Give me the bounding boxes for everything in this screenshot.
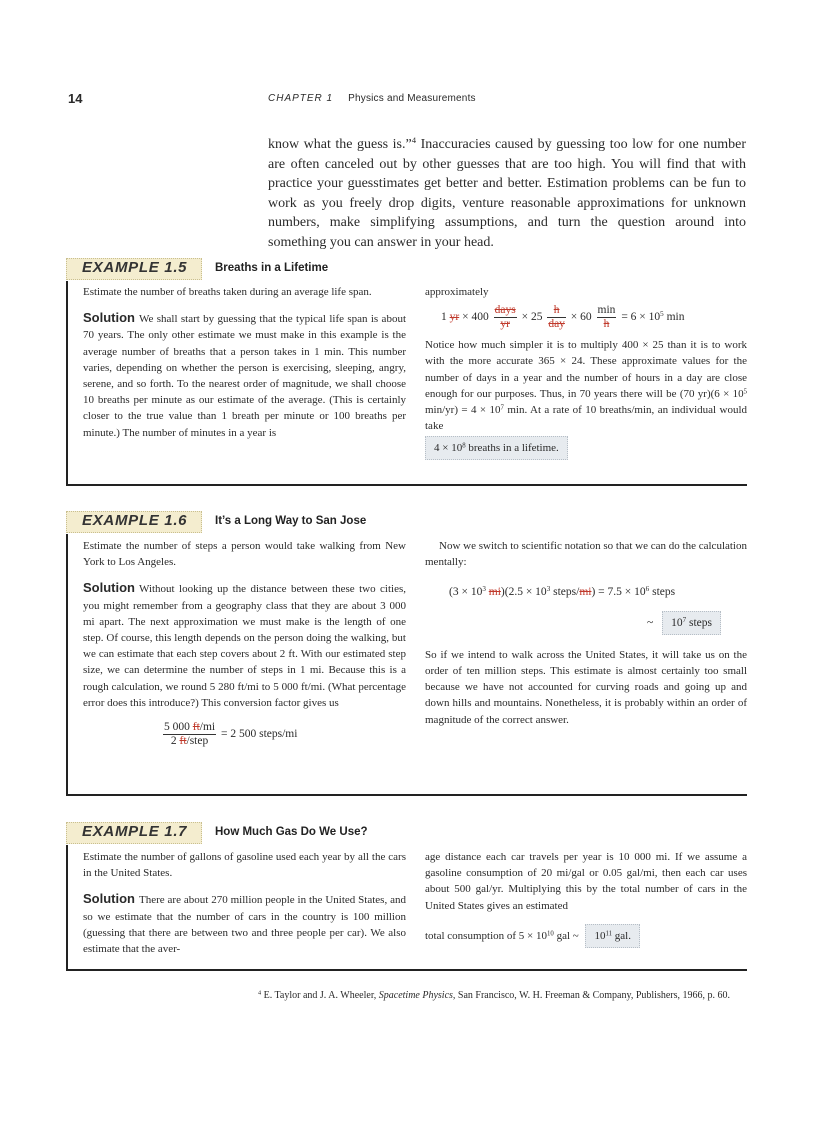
answer-rest: gal.	[612, 929, 631, 942]
example-1-6-bottom-rule	[66, 794, 747, 796]
answer-exp: 8	[462, 442, 466, 450]
eq-exp-2: 3	[546, 585, 551, 594]
footnote-authors: E. Taylor and J. A. Wheeler,	[261, 990, 379, 1001]
minutes-per-year-equation	[441, 304, 747, 331]
answer-rest: steps	[686, 616, 712, 629]
conversion-denominator	[163, 735, 216, 748]
hours-per-day-fraction	[547, 304, 566, 331]
eq-25: 25	[530, 311, 543, 324]
approx-text: approximately	[425, 286, 489, 298]
example-1-7-right-column	[425, 849, 747, 944]
conversion-fraction	[163, 721, 216, 748]
total-consumption-row	[425, 928, 747, 944]
eq-result-exp: 5	[660, 310, 664, 319]
problem-text: Estimate the number of breaths taken during an average life span.	[83, 286, 372, 298]
eq-yr2: yr	[500, 318, 510, 331]
chapter-label: CHAPTER 1	[268, 93, 334, 104]
total-text: total consumption of 5 × 10	[425, 929, 547, 942]
chapter-title: Physics and Measurements	[348, 93, 476, 104]
example-1-6-right-column	[425, 538, 747, 728]
solution-label: Solution	[83, 891, 135, 907]
eq-mi-cancel-2: mi	[579, 586, 592, 599]
eq-min: min	[597, 304, 616, 317]
page-number: 14	[68, 91, 83, 106]
solution-text: There are about 270 million people in the United States, and so we estimate that the number of cars in the country is 100 million (guessing that there are between two and three people per car). We also estimate that the aver-	[83, 894, 406, 956]
notice-text-1: Notice how much simpler it is to multiply 400 × 25 than it is to work with the more accurate 365 × 24. These approximate values for the number of days in a year and the number of hours in a day are close enough for our purposes. Thus, in 70 years there will be (70 yr)(6 × 10	[425, 339, 747, 400]
problem-text: Estimate the number of steps a person would take walking from New York to Los Angeles.	[83, 540, 406, 569]
eq-times: ×	[570, 311, 578, 324]
solution-paragraph	[83, 891, 406, 957]
problem-text: Estimate the number of gallons of gasoline used each year by all the cars in the United States.	[83, 851, 406, 880]
steps-equation	[449, 584, 747, 600]
answer-exp: 7	[682, 615, 687, 624]
eq-h: h	[547, 304, 566, 318]
num-unit: /mi	[199, 721, 216, 734]
solution-label: Solution	[83, 310, 135, 326]
answer-highlight	[662, 611, 721, 635]
example-title: How Much Gas Do We Use?	[215, 826, 368, 838]
min-per-hour-fraction	[597, 304, 617, 331]
footnote	[258, 988, 748, 1003]
den-unit: /step	[186, 735, 209, 748]
eq-part-4: ) = 7.5 × 10	[591, 586, 646, 599]
eq-h2: h	[603, 318, 610, 331]
eq-part-5: steps	[649, 586, 676, 599]
total-unit: gal ~	[553, 929, 579, 942]
eq-yr-cancel: yr	[449, 311, 460, 324]
conclusion-paragraph: So if we intend to walk across the United States, it will take us on the order of ten million steps. This estimate is almost certainly too small because we have not accounted for curving roads and going up and down hills and mountains. Nonetheless, it is probably within an order of magnitude of the correct answer.	[425, 648, 747, 726]
answer-main: 10	[594, 929, 606, 942]
eq-part-3: steps/	[550, 586, 580, 599]
notice-exp-1: 5	[743, 388, 747, 396]
footnote-ref[interactable]: 4	[411, 135, 417, 146]
example-1-7-left-column	[83, 849, 406, 957]
conversion-numerator	[163, 721, 216, 735]
intro-paragraph	[268, 135, 746, 253]
example-label: EXAMPLE 1.7	[82, 823, 188, 840]
example-label: EXAMPLE 1.5	[82, 259, 188, 276]
eq-exp-3: 6	[645, 585, 650, 594]
eq-result: = 6 × 10	[621, 311, 661, 324]
notice-paragraph	[425, 337, 747, 434]
answer-highlight	[585, 924, 640, 948]
approx-tilde: ~	[646, 616, 654, 629]
example-title: It’s a Long Way to San Jose	[215, 515, 367, 527]
conversion-factor-equation	[161, 721, 406, 748]
eq-days: days	[494, 304, 516, 317]
example-title: Breaths in a Lifetime	[215, 262, 329, 274]
answer-highlight	[425, 436, 568, 460]
answer-main: 10	[671, 616, 683, 629]
notice-exp-2: 7	[500, 404, 504, 412]
footnote-rest: San Francisco, W. H. Freeman & Company, Publishers, 1966, p. 60.	[455, 990, 731, 1001]
example-1-7-bottom-rule	[66, 969, 747, 971]
den-value: 2	[170, 735, 180, 748]
notice-text-3: min. At a rate of 10 breaths/min, an individual would take	[425, 404, 747, 433]
running-head	[268, 93, 476, 104]
intro-text-start: know what the guess is.”	[268, 137, 412, 152]
example-1-6-left-column	[83, 538, 406, 748]
example-1-5-left-column	[83, 284, 406, 441]
notice-text-2: min/yr) = 4 × 10	[425, 404, 501, 417]
eq-60: 60	[580, 311, 592, 324]
total-exp: 10	[547, 930, 554, 938]
example-1-5-left-rule	[66, 281, 68, 486]
eq-part-1: (3 × 10	[449, 586, 483, 599]
solution-label: Solution	[83, 580, 135, 596]
example-1-7-left-rule	[66, 845, 68, 971]
days-per-year-fraction	[494, 304, 517, 331]
footnote-mark: 4	[258, 989, 262, 997]
eq-times: ×	[521, 311, 529, 324]
right-text: age distance each car travels per year is 10 000 mi. If we assume a gasoline consumption of 20 mi/gal or 0.05 gal/mi, then each car uses about 500 gal/yr. Multiplying this by the total number of cars in the United States gives an estimated	[425, 851, 747, 912]
solution-paragraph	[83, 580, 406, 711]
solution-text: We shall start by guessing that the typical life span is about 70 years. The only other estimate we must make in this example is the average number of breaths that a person takes in 1 min. This number varies, depending on whether the person is exercising, sleeping, angry, serene, and so forth. To the nearest order of magnitude, we shall choose 10 breaths per minute as our estimate of the average. (This is certainly closer to the true value than 1 breath per minute or 100 breaths per minute.) The number of minutes in a year is	[83, 313, 406, 439]
eq-400: 400	[471, 311, 489, 324]
eq-day: day	[548, 318, 565, 331]
example-1-6-left-rule	[66, 534, 68, 796]
intro-text-rest: Inaccuracies caused by guessing too low for one number are often canceled out by other guesses that are too high. You will find that with practice your guesstimates get better and better. Estimation problems can be fun to work as you freely drop digits, venture reasonable approximations for unknown numbers, make simplifying assumptions, and turn the question around into something you can answer in your head.	[268, 137, 747, 250]
answer-exp: 11	[605, 930, 613, 938]
num-value: 5 000	[164, 721, 193, 734]
eq-mi-cancel-1: mi	[488, 586, 501, 599]
example-1-6-header	[66, 511, 366, 533]
eq-result-unit: min	[663, 311, 685, 324]
example-1-7-header	[66, 822, 366, 844]
footnote-book-title: Spacetime Physics,	[378, 990, 456, 1001]
example-1-5-right-column	[425, 284, 747, 457]
example-1-5-header	[66, 258, 366, 280]
answer-row	[425, 440, 747, 456]
eq-one: 1	[441, 311, 447, 324]
den-ft-cancel: ft	[179, 735, 187, 748]
steps-answer-row	[425, 615, 721, 631]
eq-times: ×	[462, 311, 469, 324]
right-intro: Now we switch to scientific notation so that we can do the calculation mentally:	[425, 540, 747, 569]
solution-paragraph	[83, 310, 406, 441]
solution-text: Without looking up the distance between these two cities, you might remember from a geography class that they are about 3 000 mi apart. The next approximation we must make is the length of one step. Of course, this length depends on the person doing the walking, but we can estimate that each step covers about 2 ft. With our estimated step size, we can determine the number of steps in 1 mi. Because this is a rough calculation, we round 5 280 ft/mi to 5 000 ft/mi. (What percentage error does this introduce?) This conversion factor gives us	[83, 583, 406, 709]
num-ft-cancel: ft	[192, 721, 200, 734]
example-1-5-bottom-rule	[66, 484, 747, 486]
conversion-result: = 2 500 steps/mi	[221, 728, 298, 741]
answer-main: 4 × 10	[434, 442, 463, 455]
example-label: EXAMPLE 1.6	[82, 512, 188, 529]
eq-exp-1: 3	[482, 585, 486, 594]
eq-part-2: )(2.5 × 10	[500, 586, 547, 599]
answer-rest: breaths in a lifetime.	[465, 442, 559, 455]
